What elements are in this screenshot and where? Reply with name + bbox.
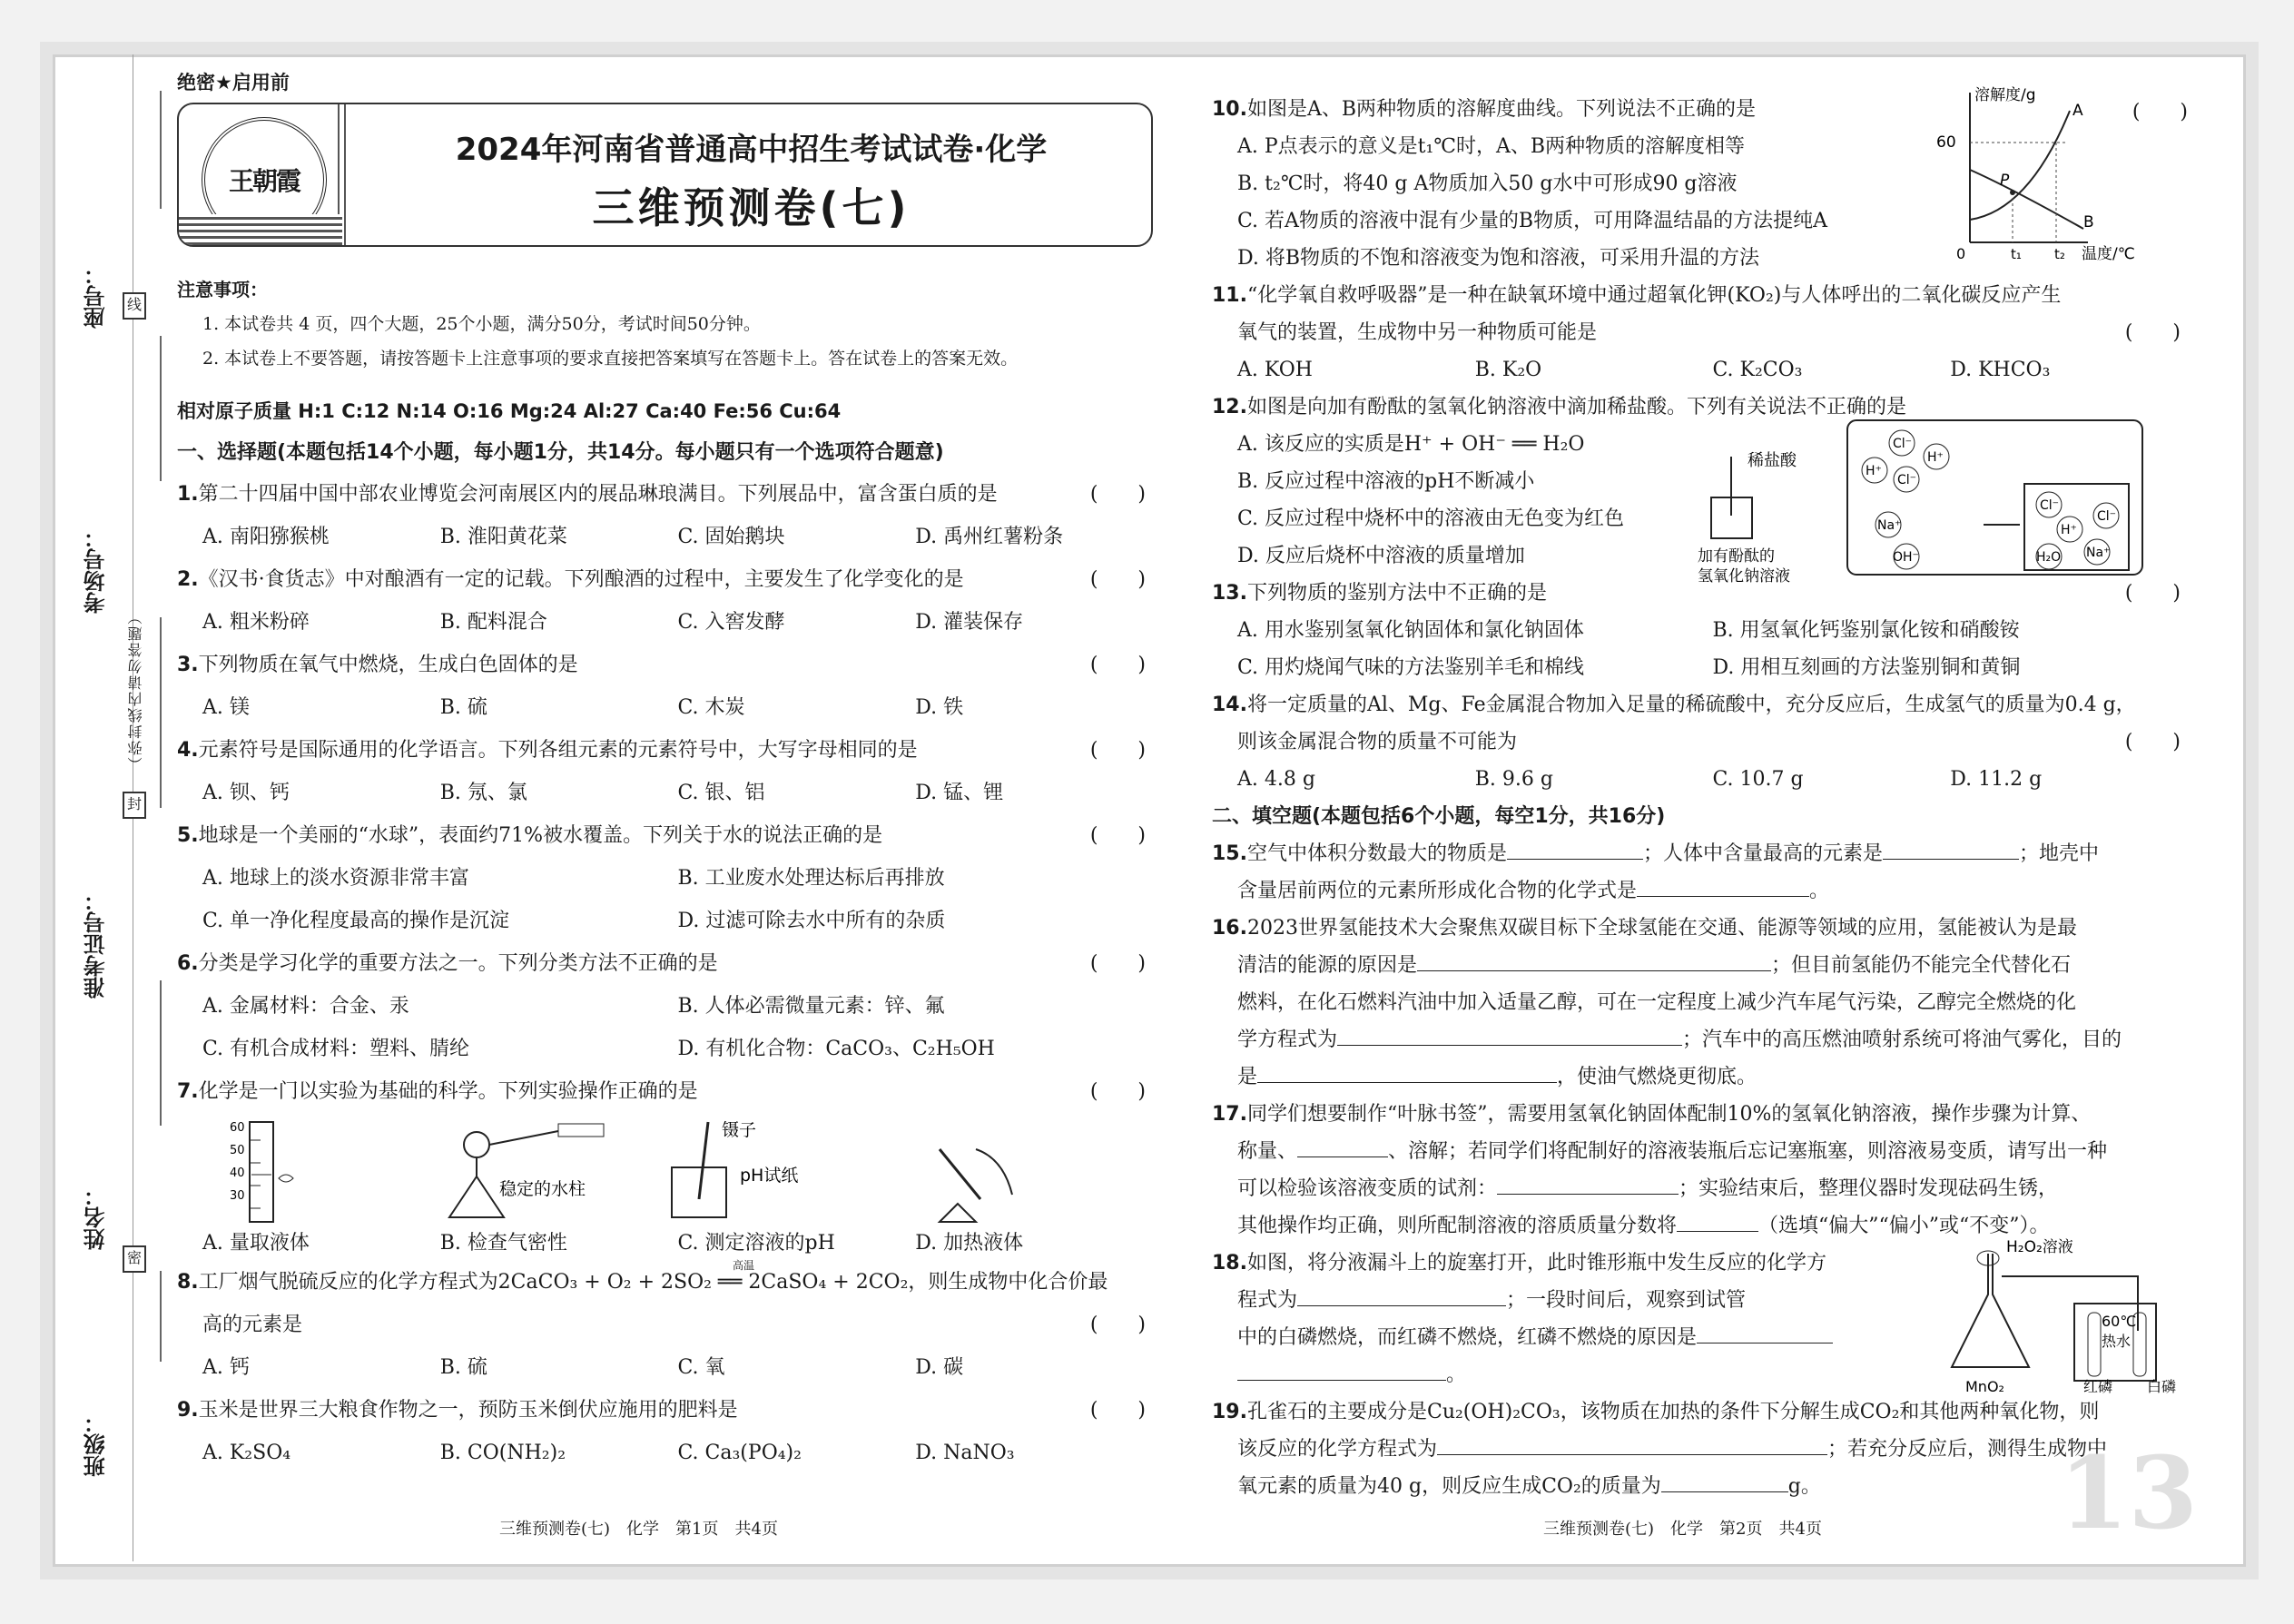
class-label: 班级： (84, 1412, 109, 1477)
graph-0: 0 (1956, 245, 1966, 262)
graph-x-label: 温度/℃ (2082, 245, 2135, 263)
q13-stem: 13.下列物质的鉴别方法中不正确的是 ( ) (1212, 575, 2188, 612)
option-c: C. 有机合成材料：塑料、腈纶 (202, 1038, 470, 1060)
option-c: C. 用灼烧闻气味的方法鉴别羊毛和棉线 (1237, 656, 1585, 679)
q6-options-ab (177, 985, 1153, 1028)
q4-stem: 4.元素符号是国际通用的化学语言。下列各组元素的元素符号中，大写字母相同的是 ( ) (177, 729, 1153, 772)
q10-option-c: C. 若A物质的溶液中混有少量的B物质，可用降温结晶的方法提纯A (1237, 210, 1827, 232)
option-d: D. 11.2 g (1950, 768, 2043, 791)
scale-30: 30 (230, 1189, 245, 1203)
answer-blank[interactable] (1677, 1213, 1758, 1232)
corner-number: 13 (2059, 1434, 2199, 1551)
answer-blank[interactable] (1417, 952, 1771, 971)
q16-line-3: 燃料，在化石燃料汽油中加入适量乙醇，可在一定程度上减少汽车尾气污染，乙醇完全燃烧的化 (1237, 991, 2077, 1014)
label-solution-2: 氢氧化钠溶液 (1698, 567, 1790, 586)
svg-text:Cl⁻: Cl⁻ (1893, 437, 1913, 451)
option-d: D. KHCO₃ (1950, 359, 2051, 381)
svg-text:Cl⁻: Cl⁻ (1897, 473, 1917, 487)
q18-line-2: 程式为 ；一段时间后，观察到试管 (1237, 1289, 1747, 1312)
option-d: D. 禹州红薯粉条 (915, 526, 1064, 548)
q16-line-5: 是 ，使油气燃烧更彻底。 (1237, 1066, 1757, 1088)
fill-line (160, 980, 162, 1126)
label-red-p: 红磷 (2083, 1378, 2113, 1395)
cylinder-figure (230, 1121, 293, 1222)
q6-options-cd (177, 1028, 1153, 1070)
footer-page-1: 三维预测卷(七) 化学 第1页 共4页 (499, 1520, 778, 1539)
q5-options-ab (177, 857, 1153, 900)
left-column (177, 68, 1153, 1474)
q17-line-4: 其他操作均正确，则所配制溶液的溶质质量分数将 （选填“偏大”“偏小”或“不变”）。 (1237, 1215, 2050, 1237)
fill-line (160, 617, 162, 808)
q8-stem: 8.工厂烟气脱硫反应的化学方程式为2CaCO₃ + O₂ + 2SO₂ ══ 2CaSO₄ + 2CO₂，则生成物中化合价最 高温 (177, 1261, 1153, 1304)
option-b: B. 氖、氯 (439, 782, 527, 804)
answer-paren: ( ) (2124, 731, 2181, 753)
answer-paren: ( ) (1089, 824, 1146, 847)
seat-label: 座号： (84, 263, 109, 329)
option-d: D. 用相互刻画的方法鉴别铜和黄铜 (1712, 656, 2021, 679)
option-d: D. 铁 (915, 696, 964, 719)
graph-b: B (2083, 213, 2094, 231)
q10-option-b: B. t₂℃时，将40 g A物质加入50 g水中可形成90 g溶液 (1237, 172, 1738, 195)
q10-option-d: D. 将B物质的不饱和溶液变为饱和溶液，可采用升温的方法 (1237, 247, 1760, 270)
label-acid: 稀盐酸 (1748, 451, 1797, 470)
neutralization-diagram (1698, 416, 2147, 586)
q10-stem: 10.如图是A、B两种物质的溶解度曲线。下列说法不正确的是 (1212, 98, 1757, 121)
graph-60: 60 (1936, 133, 1956, 152)
q11-options (1212, 351, 2188, 389)
option-a: A. 用水鉴别氢氧化钠固体和氯化钠固体 (1237, 619, 1584, 642)
label-mno2: MnO₂ (1965, 1378, 2004, 1395)
option-a: A. 地球上的淡水资源非常丰富 (202, 867, 469, 890)
option-d: D. 过滤可除去水中所有的杂质 (677, 910, 946, 932)
svg-text:Na⁺: Na⁺ (1877, 518, 1902, 533)
scale-50: 50 (230, 1144, 245, 1157)
flask-figure (449, 1124, 604, 1217)
option-b: B. 硫 (439, 1356, 487, 1379)
option-b: B. CO(NH₂)₂ (439, 1442, 566, 1464)
mark-xian: 线 (123, 292, 146, 320)
option-b: B. 硫 (439, 696, 487, 719)
exam-title: 2024年河南省普通高中招生考试试卷·化学 (455, 132, 1048, 168)
scale-60: 60 (230, 1121, 245, 1135)
option-a: A. 4.8 g (1237, 768, 1315, 791)
q15-line-2: 含量居前两位的元素所形成化合物的化学式是 。 (1237, 880, 1830, 902)
q7-stem: 7.化学是一门以实验为基础的科学。下列实验操作正确的是 ( ) (177, 1070, 1153, 1113)
label-hot-water: 热水 (2102, 1333, 2132, 1350)
answer-paren: ( ) (2124, 321, 2181, 344)
q14-stem-cont: 则该金属混合物的质量不可能为 ( ) (1212, 723, 2188, 761)
answer-blank[interactable] (1297, 1287, 1506, 1306)
q17-line-1: 17.同学们想要制作“叶脉书签”，需要用氢氧化钠固体配制10%的氢氧化钠溶液，操作步骤为计算、 (1212, 1103, 2092, 1126)
option-b: B. 用氢氧化钙鉴别氯化铵和硝酸铵 (1712, 619, 2020, 642)
q19-line-3: 氧元素的质量为40 g，则反应生成CO₂的质量为 g。 (1237, 1475, 1821, 1498)
condition-high-temp: 高温 (733, 1259, 755, 1272)
exam-id-label: 准考证号： (84, 890, 109, 999)
q16-line-4: 学方程式为 ；汽车中的高压燃油喷射系统可将油气雾化，目的 (1237, 1029, 2122, 1051)
right-column (1212, 86, 2188, 1505)
q19-line-1: 19.孔雀石的主要成分是Cu₂(OH)₂CO₃，该物质在加热的条件下分解生成CO₂和其他两种氧化物，则 (1212, 1401, 2100, 1423)
svg-text:OH⁻: OH⁻ (1893, 550, 1919, 565)
q12-block (1212, 389, 2188, 586)
label-tweezers: 镊子 (722, 1120, 757, 1140)
graph-p: P (2000, 172, 2010, 190)
svg-text:Cl⁻: Cl⁻ (2097, 509, 2117, 524)
option-c: C. K₂CO₃ (1712, 359, 1803, 381)
q14-stem: 14.将一定质量的Al、Mg、Fe金属混合物加入足量的稀硫酸中，充分反应后，生成氢气的质量为0.4 g， (1212, 694, 2136, 716)
option-b: B. 淮阳黄花菜 (439, 526, 567, 548)
graph-t1: t₁ (2011, 246, 2022, 262)
q12-stem: 12.如图是向加有酚酞的氢氧化钠溶液中滴加稀盐酸。下列有关说法不正确的是 (1212, 396, 1906, 418)
graph-y-label: 溶解度/g (1974, 86, 2036, 104)
answer-paren: ( ) (1089, 1080, 1146, 1103)
answer-paren: ( ) (2132, 101, 2188, 123)
answer-paren: ( ) (2124, 582, 2181, 605)
mark-mi: 密 (123, 1245, 146, 1273)
title-box (177, 103, 1153, 247)
answer-paren: ( ) (1089, 654, 1146, 676)
q2-stem: 2.《汉书·食货志》中对酿酒有一定的记载。下列酿酒的过程中，主要发生了化学变化的是 ( ) (177, 558, 1153, 601)
q12-option-c: C. 反应过程中烧杯中的溶液由无色变为红色 (1237, 507, 1625, 530)
scale-40: 40 (230, 1166, 245, 1180)
option-a: A. 量取液体 (202, 1232, 310, 1255)
section-2-heading: 二、填空题(本题包括6个小题，每空1分，共16分) (1212, 805, 1666, 828)
option-d: D. 碳 (915, 1356, 964, 1379)
q19-line-2: 该反应的化学方程式为 ；若充分反应后，测得生成物中 (1237, 1438, 2108, 1461)
svg-text:Na⁺: Na⁺ (2086, 546, 2111, 560)
option-b: B. 检查气密性 (439, 1232, 567, 1255)
option-a: A. K₂SO₄ (202, 1442, 291, 1464)
q9-options (177, 1432, 1153, 1474)
answer-blank[interactable] (1661, 1473, 1788, 1492)
option-d: D. 灌装保存 (915, 611, 1024, 634)
heating-figure (940, 1149, 1012, 1222)
option-b: B. 人体必需微量元素：锌、氟 (677, 995, 945, 1018)
q10-option-a: A. P点表示的意义是t₁℃时，A、B两种物质的溶解度相等 (1237, 135, 1746, 158)
q7-apparatus-svg (177, 1113, 1153, 1226)
name-label: 姓名： (84, 1185, 109, 1250)
option-c: C. 单一净化程度最高的操作是沉淀 (202, 910, 510, 932)
footer-page-2: 三维预测卷(七) 化学 第2页 共4页 (1543, 1520, 1822, 1539)
atomic-masses: 相对原子质量 H:1 C:12 N:14 O:16 Mg:24 Al:27 Ca:40 Fe:56 Cu:64 (177, 400, 842, 422)
q16-line-2: 清洁的能源的原因是 ；但目前氢能仍不能完全代替化石 (1237, 954, 2072, 977)
answer-paren: ( ) (1089, 568, 1146, 591)
option-c: C. 入窖发酵 (677, 611, 785, 634)
answer-paren: ( ) (1089, 1314, 1146, 1336)
answer-paren: ( ) (1089, 952, 1146, 975)
option-d: D. 有机化合物：CaCO₃、C₂H₅OH (677, 1038, 995, 1060)
option-a: A. KOH (1237, 359, 1313, 381)
q16-line-1: 16.2023世界氢能技术大会聚焦双碳目标下全球氢能在交通、能源等领域的应用，氢能被认为是最 (1212, 917, 2077, 940)
q17-line-3: 可以检验该溶液变质的试剂： ；实验结束后，整理仪器时发现砝码生锈， (1237, 1177, 2059, 1200)
answer-blank[interactable] (1883, 841, 2019, 860)
option-a: A. 粗米粉碎 (202, 611, 310, 634)
option-c: C. 木炭 (677, 696, 745, 719)
q15-line-1: 15.空气中体积分数最大的物质是 ；人体中含量最高的元素是 ；地壳中 (1212, 842, 2100, 865)
fill-line (160, 1271, 162, 1362)
option-a: A. 金属材料：合金、汞 (202, 995, 409, 1018)
option-a: A. 南阳猕猴桃 (202, 526, 330, 548)
label-water-column: 稳定的水柱 (499, 1179, 586, 1199)
exam-subtitle: 三维预测卷(七) (592, 183, 911, 232)
binding-strip (53, 54, 153, 1561)
label-60c: 60℃ (2102, 1313, 2137, 1330)
q8-stem-cont: 高的元素是 ( ) (177, 1304, 1153, 1346)
mark-feng: 封 (123, 792, 146, 819)
answer-blank[interactable] (1697, 1324, 1833, 1343)
option-b: B. 工业废水处理达标后再排放 (677, 867, 945, 890)
q13-options-cd (1212, 649, 2188, 686)
q2-options (177, 601, 1153, 644)
q9-stem: 9.玉米是世界三大粮食作物之一，预防玉米倒伏应施用的肥料是 ( ) (177, 1389, 1153, 1432)
option-c: C. 测定溶液的pH (677, 1232, 835, 1255)
answer-blank[interactable] (1637, 878, 1809, 897)
notice-1: 1. 本试卷共 4 页，四个大题，25个小题，满分50分，考试时间50分钟。 (202, 314, 761, 334)
answer-blank[interactable] (1237, 1362, 1446, 1381)
q11-stem: 11.“化学氧自救呼吸器”是一种在缺氧环境中通过超氧化钾(KO₂)与人体呼出的二氧化碳反应产生 (1212, 284, 2062, 307)
option-c: C. 银、铝 (677, 782, 765, 804)
q1-options (177, 516, 1153, 558)
decor-stripes (179, 214, 342, 245)
svg-text:H⁺: H⁺ (1927, 450, 1944, 465)
q5-stem: 5.地球是一个美丽的“水球”，表面约71%被水覆盖。下列关于水的说法正确的是 ( ) (177, 814, 1153, 857)
option-a: A. 钙 (202, 1356, 250, 1379)
q6-stem: 6.分类是学习化学的重要方法之一。下列分类方法不正确的是 ( ) (177, 942, 1153, 985)
q4-options (177, 772, 1153, 814)
answer-blank[interactable] (1437, 1436, 1827, 1455)
option-b: B. K₂O (1474, 359, 1542, 381)
q7-figures (177, 1113, 1153, 1226)
q8-options (177, 1346, 1153, 1389)
option-c: C. 固始鹅块 (677, 526, 785, 548)
answer-blank[interactable] (1337, 1027, 1682, 1046)
q12-option-a: A. 该反应的实质是H⁺ + OH⁻ ══ H₂O (1237, 433, 1585, 456)
q13-options-ab (1212, 612, 2188, 649)
q18-line-4: 。 (1212, 1356, 2188, 1393)
svg-text:H⁺: H⁺ (2061, 523, 2077, 537)
q17-line-2: 称量、 、溶解；若同学们将配制好的溶液装瓶后忘记塞瓶塞，则溶液易变质，请写出一种 (1237, 1140, 2108, 1163)
q18-line-3: 中的白磷燃烧，而红磷不燃烧，红磷不燃烧的原因是 (1212, 1319, 2188, 1356)
answer-paren: ( ) (1089, 739, 1146, 762)
q11-stem-cont: 氧气的装置，生成物中另一种物质可能是 ( ) (1212, 314, 2188, 351)
section-1-heading: 一、选择题(本题包括14个小题，每小题1分，共14分。每小题只有一个选项符合题意) (177, 441, 944, 464)
answer-blank[interactable] (1257, 1064, 1557, 1083)
answer-blank[interactable] (1297, 1138, 1388, 1157)
q14-options (1212, 761, 2188, 798)
graph-t2: t₂ (2054, 246, 2065, 262)
label-white-p: 白磷 (2147, 1378, 2177, 1395)
q18-line-1: 18.如图，将分液漏斗上的旋塞打开，此时锥形瓶中发生反应的化学方 (1212, 1252, 1826, 1275)
option-a: A. 镁 (202, 696, 250, 719)
room-label: 考场号： (84, 527, 109, 614)
q1-stem: 1.第二十四届中国中部农业博览会河南展区内的展品琳琅满目。下列展品中，富含蛋白质的是 ( ) (177, 473, 1153, 516)
svg-text:H₂O: H₂O (2036, 550, 2062, 565)
svg-text:Cl⁻: Cl⁻ (2040, 498, 2060, 513)
q7-options (177, 1226, 1153, 1261)
answer-paren: ( ) (1089, 1399, 1146, 1422)
combustion-apparatus (1920, 1235, 2192, 1394)
label-solution-1: 加有酚酞的 (1698, 547, 1775, 566)
fill-line (160, 91, 162, 209)
option-d: D. 锰、锂 (915, 782, 1004, 804)
eye-icon (279, 1175, 293, 1182)
label-h2o2: H₂O₂溶液 (2006, 1238, 2073, 1256)
q18-block (1212, 1238, 2188, 1395)
answer-blank[interactable] (1497, 1176, 1679, 1195)
option-c: C. Ca₃(PO₄)₂ (677, 1442, 802, 1464)
secret-label: 绝密★启用前 (177, 72, 290, 94)
q3-options (177, 686, 1153, 729)
option-d: D. 加热液体 (915, 1232, 1024, 1255)
label-ph-paper: pH试纸 (740, 1166, 799, 1186)
option-b: B. 9.6 g (1474, 768, 1553, 791)
option-a: A. 钡、钙 (202, 782, 290, 804)
fill-line (160, 336, 162, 481)
option-c: C. 10.7 g (1712, 768, 1804, 791)
option-c: C. 氧 (677, 1356, 725, 1379)
option-b: B. 配料混合 (439, 611, 547, 634)
graph-a: A (2072, 102, 2083, 120)
q5-options-cd (177, 900, 1153, 942)
answer-paren: ( ) (1089, 483, 1146, 506)
svg-text:H⁺: H⁺ (1866, 464, 1882, 478)
q3-stem: 3.下列物质在氧气中燃烧，生成白色固体的是 ( ) (177, 644, 1153, 686)
q12-option-d: D. 反应后烧杯中溶液的质量增加 (1237, 545, 1525, 567)
notice-title: 注意事项： (177, 279, 268, 300)
logo-text: 王朝霞 (228, 166, 300, 196)
binding-note: （弥封线内请勿答题） (127, 608, 144, 772)
ph-figure (672, 1120, 798, 1217)
answer-blank[interactable] (1507, 841, 1643, 860)
notice-2: 2. 本试卷上不要答题，请按答题卡上注意事项的要求直接把答案填写在答题卡上。答在试卷上的答案无效。 (202, 349, 1019, 369)
q12-option-b: B. 反应过程中溶液的pH不断减小 (1237, 470, 1535, 493)
option-d: D. NaNO₃ (915, 1442, 1015, 1464)
